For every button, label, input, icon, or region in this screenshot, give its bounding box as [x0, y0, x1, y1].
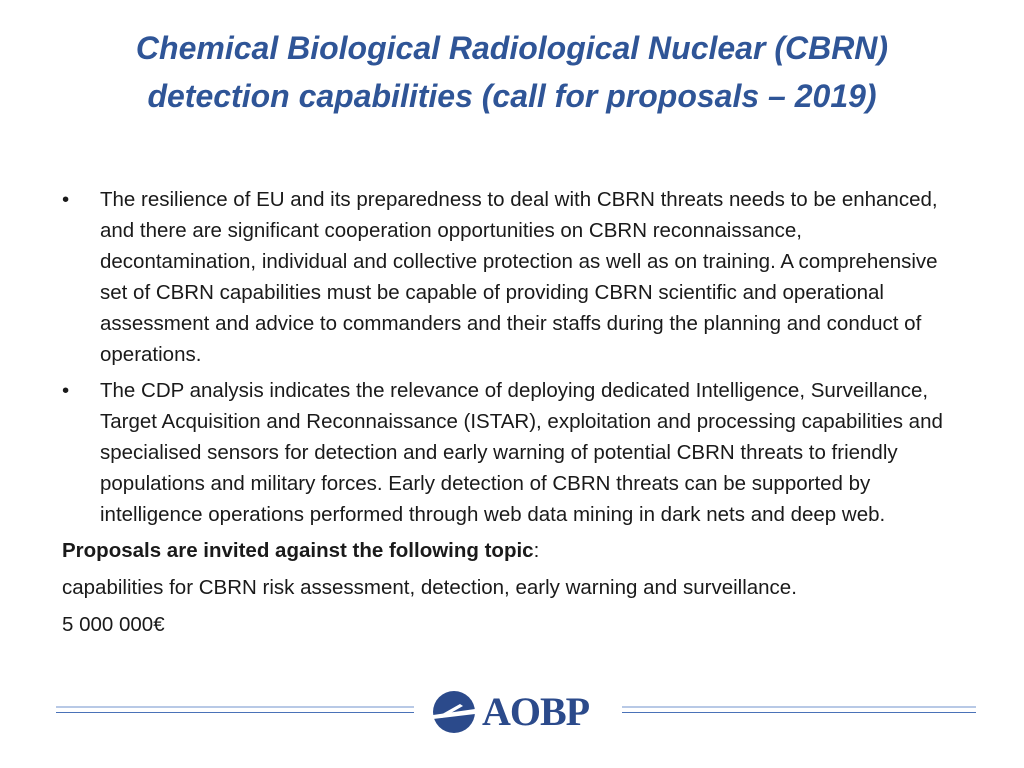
proposals-heading-line: [62, 535, 962, 566]
proposals-colon: :: [533, 539, 540, 562]
proposals-topic: capabilities for CBRN risk assessment, detection, early warning and surveillance.: [62, 576, 797, 599]
bullet-text: The resilience of EU and its preparedness to deal with CBRN threats needs to be enhanced, and there are significant cooperation opportunities on CBRN reconnaissance, decontamination, individual and collective protection as well as on training. A comprehensive set of CBRN capabilities must be capable of providing CBRN scientific and operational assessment and advice to commanders and their staffs during the planning and conduct of operations.: [100, 188, 938, 366]
proposals-heading: Proposals are invited against the following topic: [62, 539, 534, 562]
aobp-logo: [432, 690, 589, 734]
aobp-globe-icon: [432, 690, 476, 734]
title-line-2: detection capabilities (call for proposals – 2019): [147, 78, 877, 114]
bullet-item: [62, 184, 962, 370]
bullet-text: The CDP analysis indicates the relevance of deploying dedicated Intelligence, Surveillance, Target Acquisition and Reconnaissance (ISTAR), exploitation and processing capabilities and specialised sensors for detection and early warning of potential CBRN threats to friendly populations and military forces. Early detection of CBRN threats can be supported by intelligence operations performed through web data mining in dark nets and deep web.: [100, 379, 943, 526]
bullet-item: [62, 375, 962, 530]
bullet-marker: •: [62, 379, 70, 402]
slide-body: [62, 184, 962, 646]
footer-rule-right: [622, 706, 976, 713]
logo-text: AOBP: [482, 689, 590, 734]
bullet-list: [62, 184, 962, 530]
slide-title: [40, 24, 984, 120]
title-line-1: Chemical Biological Radiological Nuclear (CBRN): [135, 30, 889, 66]
footer-rule-left: [56, 706, 414, 713]
bullet-marker: •: [62, 188, 70, 211]
proposals-budget: 5 000 000€: [62, 613, 165, 636]
